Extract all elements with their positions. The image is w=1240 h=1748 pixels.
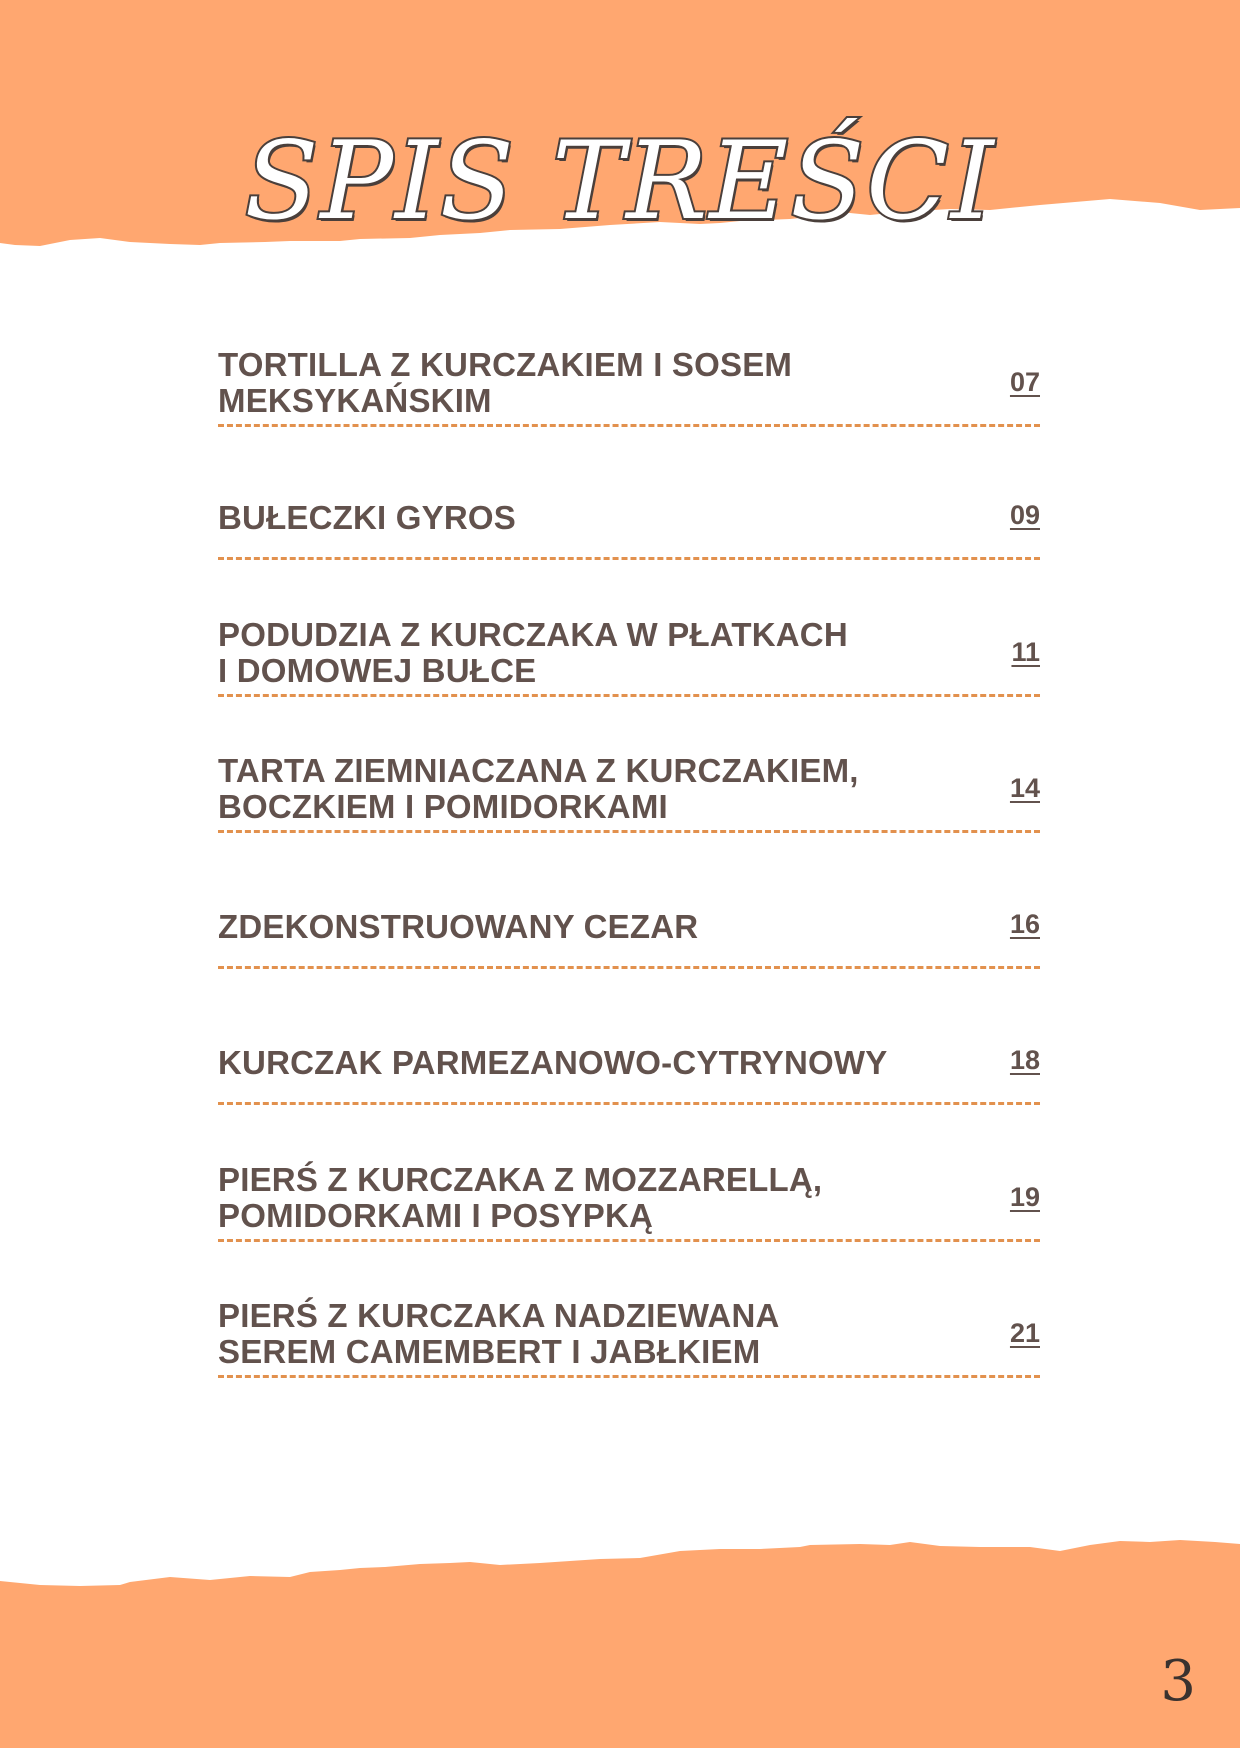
dashed-divider [218,966,1040,969]
toc-entry-title-line: MEKSYKAŃSKIM [218,382,492,419]
toc-entry-title-line: PIERŚ Z KURCZAKA Z MOZZARELLĄ, [218,1161,823,1198]
toc-entry-page-link[interactable]: 07 [1009,367,1040,397]
toc-entry-page-link[interactable]: 19 [1009,1182,1040,1212]
toc-entry-page-link[interactable]: 16 [1009,909,1040,939]
dashed-divider [218,1102,1040,1105]
toc-entry-title-line: POMIDORKAMI I POSYPKĄ [218,1197,654,1234]
toc-entry-page-link[interactable]: 14 [1009,773,1040,803]
page-number: 3 [1160,1649,1196,1714]
toc-entry-page-link[interactable]: 18 [1009,1045,1040,1075]
toc-entry-title-line: KURCZAK PARMEZANOWO-CYTRYNOWY [218,1044,888,1081]
toc-entry[interactable] [218,1160,1040,1242]
page-title: SPIS TREŚCI [244,119,996,245]
dashed-divider [218,694,1040,697]
toc-entry-title [218,500,918,536]
toc-entry[interactable] [218,887,1040,969]
toc-entry-page-link[interactable]: 21 [1009,1318,1040,1348]
toc-entry-title [218,1298,918,1370]
toc-entry[interactable] [218,615,1040,697]
toc-entry-page-link[interactable]: 11 [1011,637,1040,667]
toc-entry-title [218,1045,918,1081]
footer-band [0,1520,1240,1748]
toc-entry-title [218,909,918,945]
toc-entry-title-line: I DOMOWEJ BUŁCE [218,652,537,689]
toc-entry-title-line: ZDEKONSTRUOWANY CEZAR [218,908,699,945]
toc-entry-title [218,753,918,825]
dashed-divider [218,1375,1040,1378]
torn-paper-bottom-decoration [0,1520,1240,1748]
toc-entry-title-line: TARTA ZIEMNIACZANA Z KURCZAKIEM, [218,752,859,789]
toc-entry-title-line: SEREM CAMEMBERT I JABŁKIEM [218,1333,761,1370]
toc-entry-title-line: TORTILLA Z KURCZAKIEM I SOSEM [218,346,793,383]
toc-entry[interactable] [218,1296,1040,1378]
toc-entry[interactable] [218,478,1040,560]
toc-entry-title [218,1162,918,1234]
toc-entry-title-line: BOCZKIEM I POMIDORKAMI [218,788,668,825]
toc-entry[interactable] [218,345,1040,427]
toc-entry-page-link[interactable]: 09 [1009,500,1040,530]
toc-entry-title [218,617,918,689]
toc-entry-title [218,347,918,419]
toc-entry[interactable] [218,1023,1040,1105]
dashed-divider [218,1239,1040,1242]
dashed-divider [218,830,1040,833]
toc-entry-title-line: PIERŚ Z KURCZAKA NADZIEWANA [218,1297,780,1334]
toc-entry-title-line: BUŁECZKI GYROS [218,499,516,536]
dashed-divider [218,424,1040,427]
toc-entry-title-line: PODUDZIA Z KURCZAKA W PŁATKACH [218,616,848,653]
toc-entry[interactable] [218,751,1040,833]
dashed-divider [218,557,1040,560]
